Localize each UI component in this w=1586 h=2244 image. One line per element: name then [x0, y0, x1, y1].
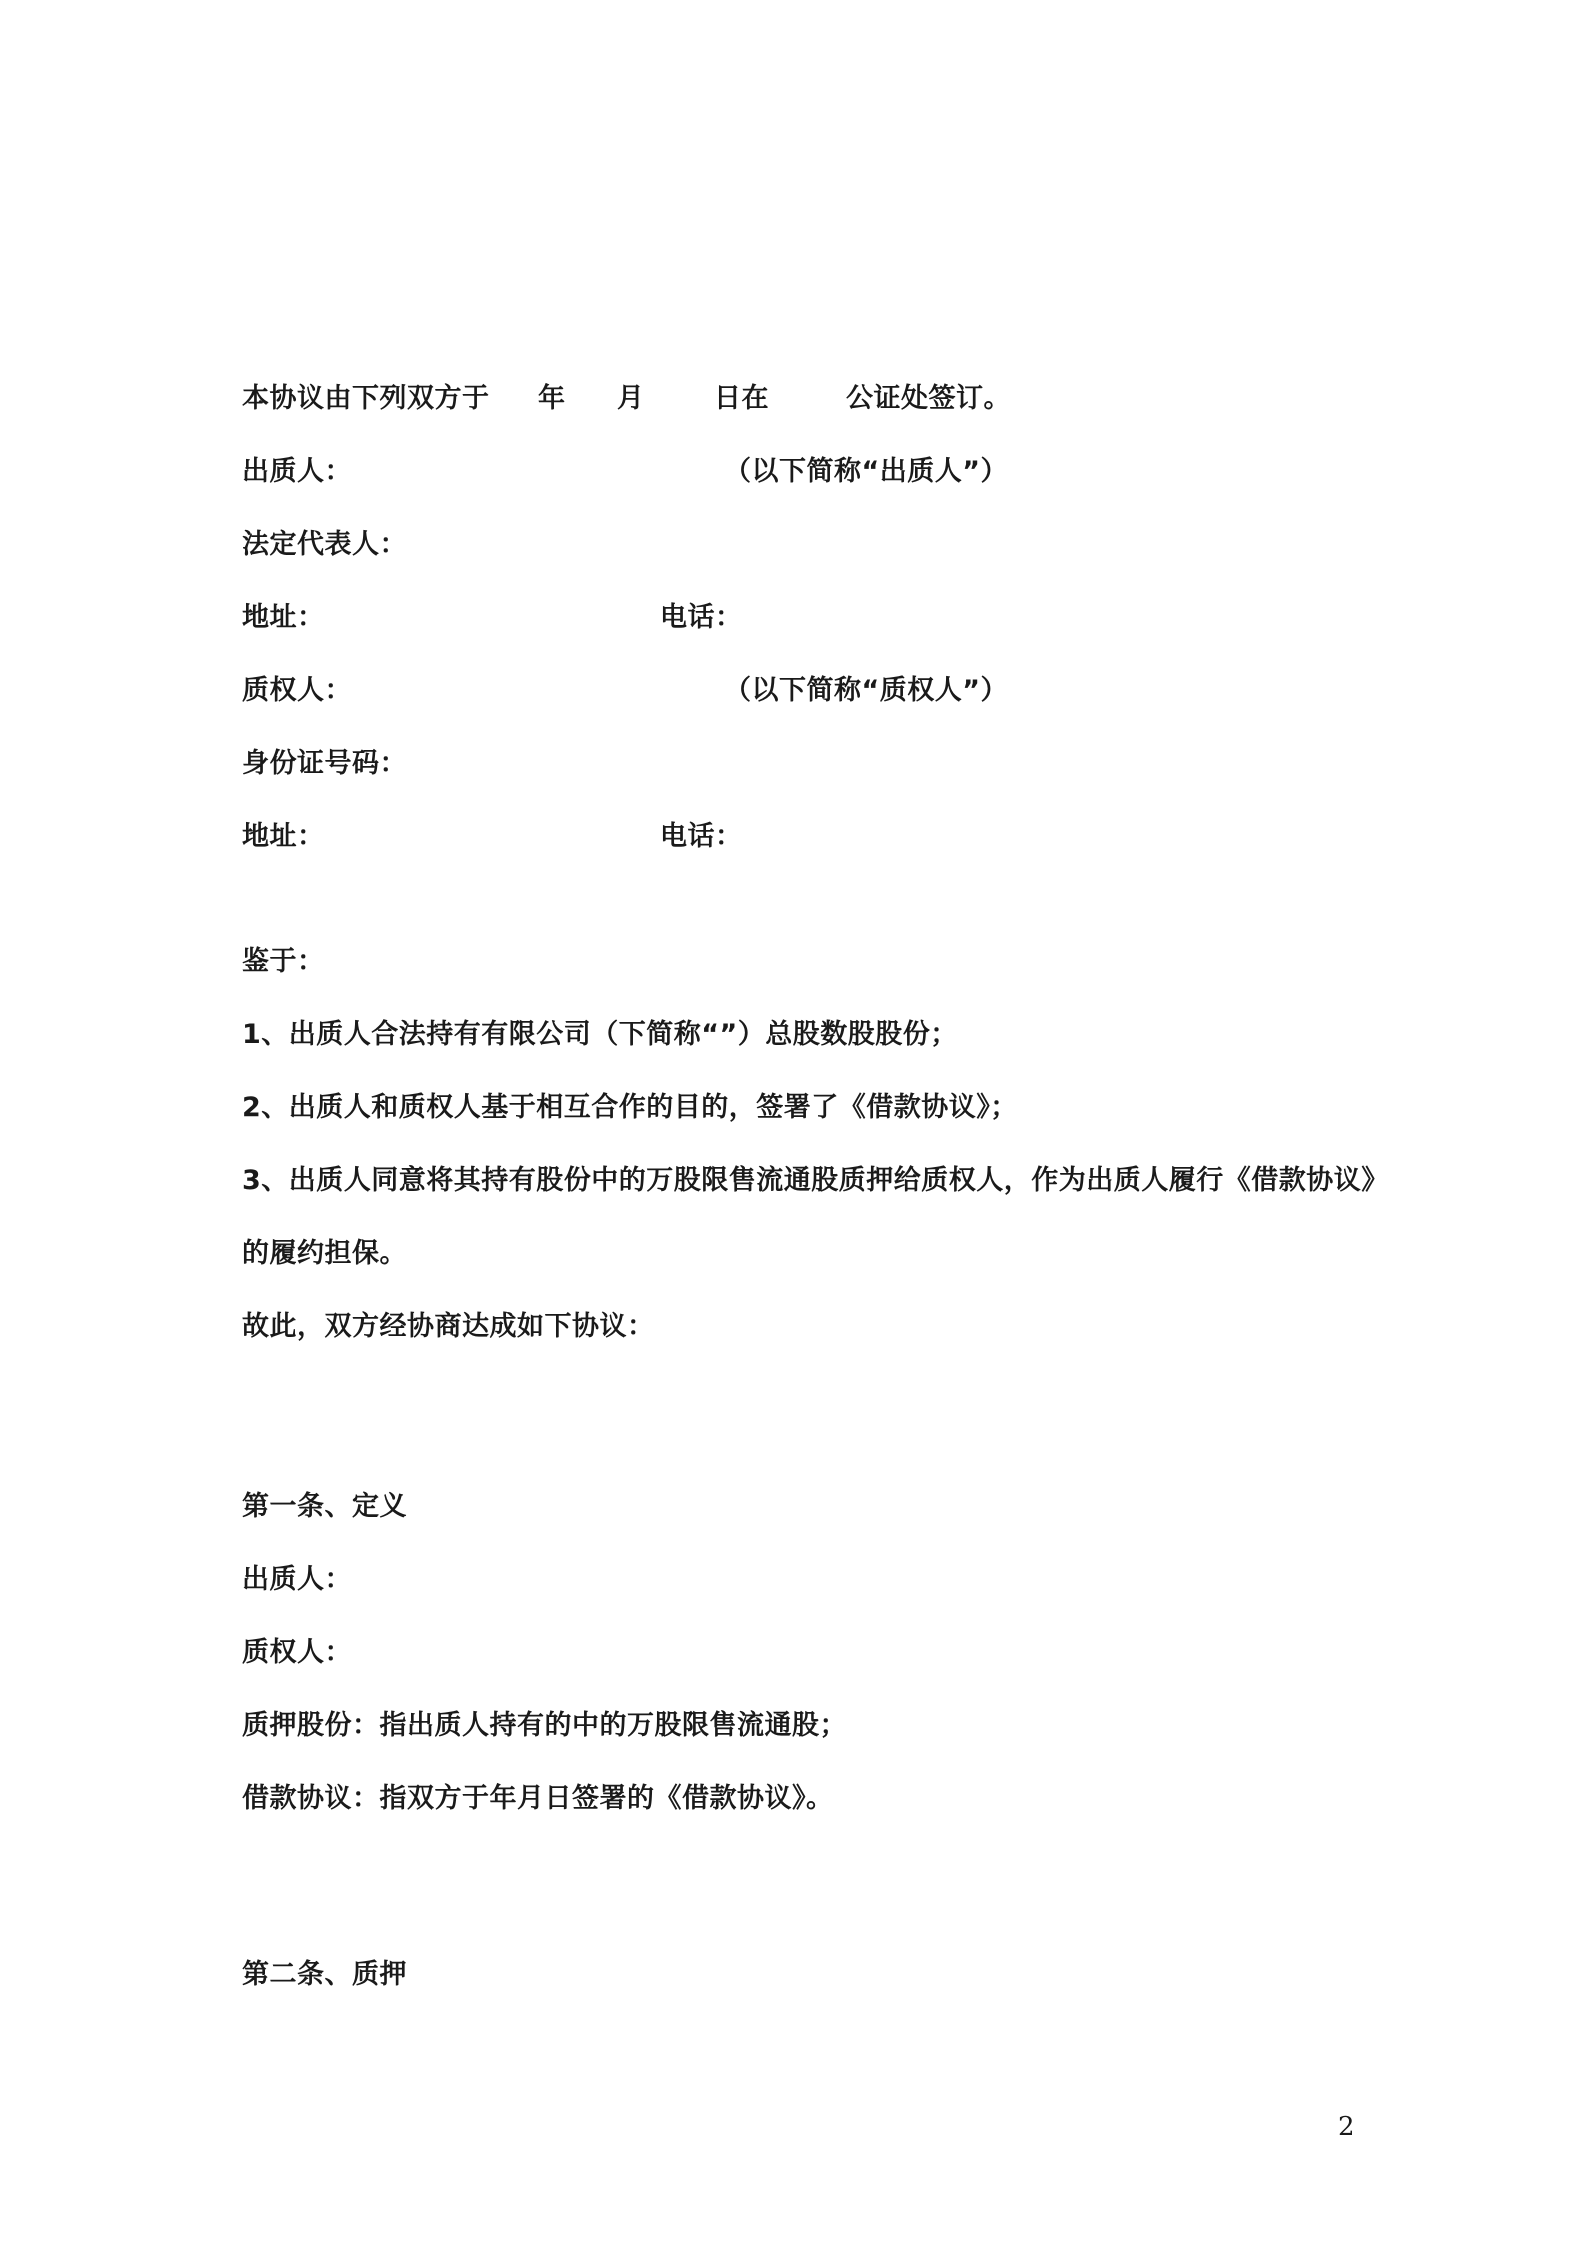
article-1-pledged-shares: 质押股份：指出质人持有的中的万股限售流通股； — [242, 1710, 847, 1741]
article-1-pledgor: 出质人： — [242, 1564, 352, 1595]
whereas-heading: 鉴于： — [242, 946, 325, 977]
pledgor-phone-label: 电话： — [660, 602, 743, 633]
article-1-pledgee: 质权人： — [242, 1637, 352, 1668]
pledgor-label: 出质人： — [242, 456, 352, 487]
id-number-label: 身份证号码： — [242, 748, 407, 779]
legal-rep-label: 法定代表人： — [242, 529, 407, 560]
article-1-heading: 第一条、定义 — [242, 1491, 407, 1522]
intro-day-at: 日在 — [714, 383, 769, 414]
pledgor-abbrev: （以下简称“出质人”） — [724, 456, 1008, 487]
pledgee-abbrev: （以下简称“质权人”） — [724, 675, 1008, 706]
pledgee-address-label: 地址： — [242, 821, 325, 852]
page-number: 2 — [1338, 2112, 1355, 2142]
intro-suffix: 公证处签订。 — [846, 383, 1011, 414]
intro-month: 月 — [617, 383, 645, 414]
article-2-heading: 第二条、质押 — [242, 1959, 407, 1990]
pledgor-address-label: 地址： — [242, 602, 325, 633]
pledgee-label: 质权人： — [242, 675, 352, 706]
whereas-item-3-line-2: 的履约担保。 — [242, 1238, 407, 1269]
pledgee-phone-label: 电话： — [660, 821, 743, 852]
whereas-item-1: 1、出质人合法持有有限公司（下简称“”）总股数股股份； — [242, 1019, 958, 1050]
intro-year: 年 — [538, 383, 566, 414]
article-1-loan-agreement: 借款协议：指双方于年月日签署的《借款协议》。 — [242, 1783, 834, 1814]
whereas-item-3-line-1: 3、出质人同意将其持有股份中的万股限售流通股质押给质权人，作为出质人履行《借款协议》 — [242, 1165, 1389, 1196]
whereas-item-2: 2、出质人和质权人基于相互合作的目的，签署了《借款协议》； — [242, 1092, 1018, 1123]
whereas-conclusion: 故此，双方经协商达成如下协议： — [242, 1311, 655, 1342]
intro-prefix: 本协议由下列双方于 — [242, 383, 490, 414]
